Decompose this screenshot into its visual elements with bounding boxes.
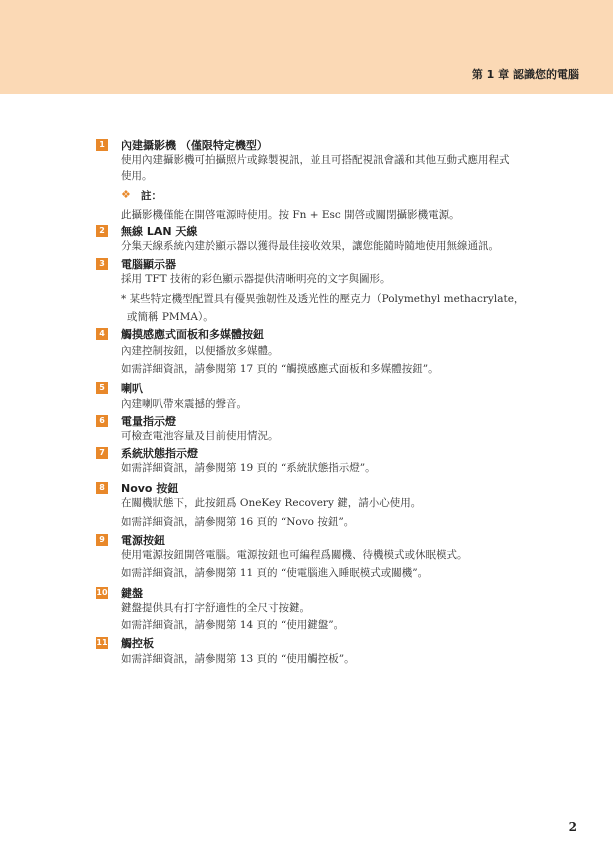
item-number-badge: 2 [96,225,108,237]
item-title: 電源按鈕 [121,534,165,547]
item-title: 內建攝影機 （僅限特定機型） [121,139,268,152]
item-description: 使用電源按鈕開啓電腦。電源按鈕也可編程爲關機、待機模式或休眠模式。 [121,549,468,561]
item-title: 系統狀態指示燈 [121,447,198,460]
page-number: 2 [568,820,577,834]
item-number-badge: 7 [96,447,108,459]
item-description: 如需詳細資訊，請參閱第 13 頁的 “使用觸控板”。 [121,653,355,665]
item-description: 如需詳細資訊，請參閱第 11 頁的 “使電腦進入睡眠模式或關機”。 [121,567,429,579]
item-title: 無線 LAN 天線 [121,225,198,238]
item-number-badge: 8 [96,482,108,494]
item-description: 如需詳細資訊，請參閱第 17 頁的 “觸摸感應式面板和多媒體按鈕”。 [121,363,439,375]
chapter-title: 第 1 章 認識您的電腦 [471,68,579,81]
item-title: 鍵盤 [121,587,143,600]
item-description: * 某些特定機型配置具有優異強韌性及透光性的壓克力（Polymethyl methacrylate， [121,293,525,305]
item-number-badge: 1 [96,139,108,151]
item-title: Novo 按鈕 [121,482,179,495]
item-description: 如需詳細資訊，請參閱第 16 頁的 “Novo 按鈕”。 [121,516,355,528]
item-number-badge: 5 [96,382,108,394]
item-description: 鍵盤提供具有打字舒適性的全尺寸按鍵。 [121,602,310,614]
item-number-badge: 10 [96,588,108,597]
item-description: 分集天線系統內建於顯示器以獲得最佳接收效果，讓您能隨時隨地使用無線通訊。 [121,240,499,252]
item-number-badge: 6 [96,415,108,427]
note-star-icon: ❖ [121,188,131,201]
item-description: 使用內建攝影機可拍攝照片或錄製視訊，並且可搭配視訊會議和其他互動式應用程式 [121,154,510,166]
item-description: 使用。 [121,170,153,182]
note-label: 註： [141,190,162,202]
item-title: 喇叭 [121,382,143,395]
item-description: 內建喇叭帶來震撼的聲音。 [121,398,247,410]
item-number-badge: 11 [96,638,108,647]
item-description: 如需詳細資訊，請參閱第 19 頁的 “系統狀態指示燈”。 [121,462,376,474]
item-number-badge: 3 [96,258,108,270]
item-title: 電量指示燈 [121,415,176,428]
item-title: 觸摸感應式面板和多媒體按鈕 [121,328,264,341]
item-number-badge: 4 [96,328,108,340]
item-description: 可檢查電池容量及目前使用情況。 [121,430,279,442]
note-text: 此攝影機僅能在開啓電源時使用。按 Fn + Esc 開啓或關閉攝影機電源。 [121,209,460,221]
item-title: 觸控板 [121,637,154,650]
item-description: 內建控制按鈕，以便播放多媒體。 [121,345,279,357]
item-description: 或簡稱 PMMA）。 [127,311,214,323]
item-number-badge: 9 [96,534,108,546]
item-description: 如需詳細資訊，請參閱第 14 頁的 “使用鍵盤”。 [121,619,345,631]
item-title: 電腦顯示器 [121,258,176,271]
item-description: 採用 TFT 技術的彩色顯示器提供清晰明亮的文字與圖形。 [121,273,391,285]
item-description: 在關機狀態下，此按鈕爲 OneKey Recovery 鍵，請小心使用。 [121,497,422,509]
